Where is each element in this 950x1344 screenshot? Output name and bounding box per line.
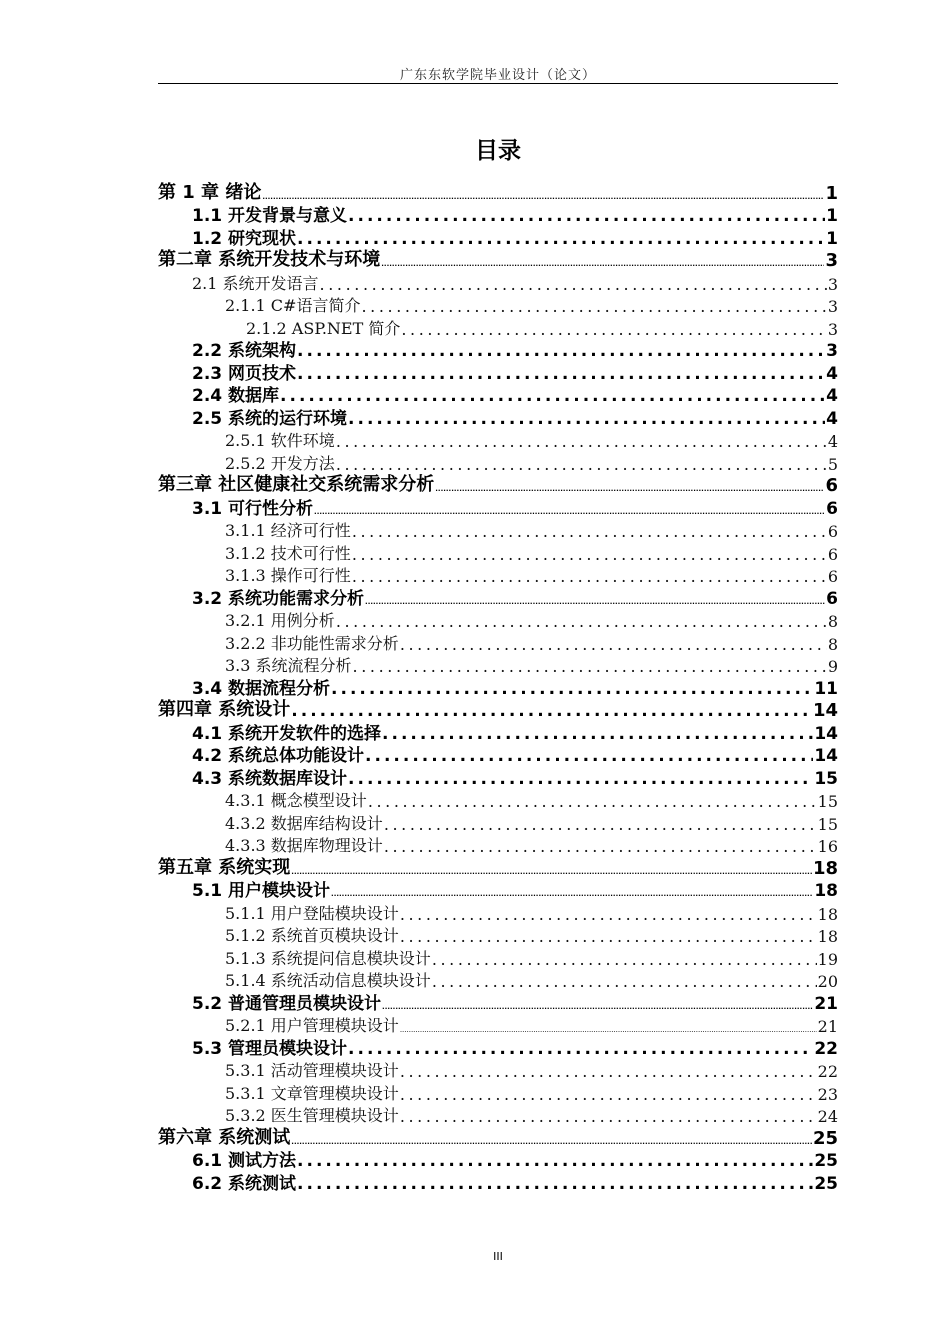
toc-dot-leader	[384, 837, 817, 856]
toc-dot-leader	[435, 475, 824, 496]
toc-entry-page: 9	[827, 657, 838, 676]
toc-dot-leader	[314, 499, 825, 519]
toc-entry-page: 18	[817, 904, 838, 924]
toc-dot-leader	[400, 1085, 817, 1104]
toc-entry-label: 3.2 系统功能需求分析	[192, 588, 365, 609]
toc-dot-leader	[432, 950, 817, 969]
toc-entry-page: 15	[817, 792, 838, 811]
toc-entry-label: 5.3.2 医生管理模块设计	[225, 1106, 399, 1125]
toc-entry-label: 2.3 网页技术	[192, 363, 297, 384]
toc-entry[interactable]	[158, 1081, 838, 1104]
toc-entry-page: 22	[814, 1038, 838, 1059]
toc-entry-label: 3.3 系统流程分析	[225, 656, 352, 675]
toc-entry-label: 3.1.3 操作可行性	[225, 566, 351, 585]
toc-entry-page: 21	[814, 993, 838, 1014]
toc-entry[interactable]	[158, 406, 838, 429]
toc-dot-leader	[382, 724, 813, 744]
toc-entry-label: 2.1.2 ASP.NET 简介	[246, 318, 401, 338]
toc-entry-label: 第三章 社区健康社交系统需求分析	[158, 474, 435, 495]
toc-entry-label: 5.1.1 用户登陆模块设计	[225, 903, 399, 923]
toc-dot-leader	[336, 432, 827, 451]
toc-entry-label: 1.2 研究现状	[192, 228, 297, 249]
toc-title: 目录	[475, 138, 521, 164]
toc-entry[interactable]	[158, 766, 838, 789]
toc-entry-label: 5.1.3 系统提问信息模块设计	[225, 948, 431, 968]
toc-dot-leader	[382, 994, 813, 1014]
toc-entry-page: 25	[812, 1127, 838, 1149]
toc-dot-leader	[348, 409, 825, 429]
toc-entry-page: 19	[817, 949, 838, 969]
toc-entry-label: 6.1 测试方法	[192, 1151, 297, 1171]
toc-dot-leader	[348, 1039, 813, 1059]
toc-entry[interactable]	[158, 991, 838, 1014]
toc-entry-page: 3	[827, 319, 838, 339]
toc-entry-page: 23	[817, 1084, 838, 1104]
toc-entry-page: 4	[826, 386, 838, 406]
toc-dot-leader	[352, 545, 827, 564]
toc-dot-leader	[291, 1128, 812, 1149]
toc-dot-leader	[400, 927, 817, 946]
toc-entry-page: 22	[817, 1062, 838, 1081]
toc-entry-page: 5	[827, 454, 838, 474]
toc-entry-page: 8	[827, 634, 838, 654]
toc-entry-label: 4.1 系统开发软件的选择	[192, 723, 382, 744]
toc-entry-label: 4.2 系统总体功能设计	[192, 746, 365, 766]
toc-entry-page: 4	[826, 408, 838, 429]
toc-dot-leader	[381, 250, 824, 271]
toc-entry-label: 5.1.2 系统首页模块设计	[225, 926, 399, 945]
toc-entry[interactable]	[158, 879, 838, 902]
toc-entry-page: 18	[817, 927, 838, 946]
toc-entry[interactable]	[158, 519, 838, 542]
toc-entry-label: 2.2 系统架构	[192, 341, 297, 361]
toc-entry-label: 3.1.1 经济可行性	[225, 521, 351, 540]
toc-dot-leader	[297, 341, 825, 361]
toc-entry-page: 6	[827, 522, 838, 541]
toc-entry-page: 6	[826, 588, 838, 609]
toc-entry-page: 4	[826, 363, 838, 384]
toc-dot-leader	[384, 815, 817, 834]
toc-entry-page: 21	[817, 1017, 838, 1036]
toc-entry-page: 11	[814, 678, 838, 699]
toc-entry-label: 第六章 系统测试	[158, 1126, 291, 1148]
toc-entry-label: 1.1 开发背景与意义	[192, 206, 348, 226]
toc-dot-leader	[336, 612, 827, 631]
toc-entry-page: 6	[827, 567, 838, 586]
toc-entry[interactable]	[158, 901, 838, 924]
running-header: 广东东软学院毕业设计（论文）	[399, 68, 596, 83]
toc-entry[interactable]	[158, 609, 838, 632]
toc-entry-label: 3.1.2 技术可行性	[225, 543, 351, 563]
toc-entry-label: 3.1 可行性分析	[192, 498, 314, 519]
toc-entry-page: 3	[827, 297, 838, 316]
toc-entry[interactable]	[158, 924, 838, 947]
toc-entry-label: 2.1 系统开发语言	[192, 273, 319, 293]
toc-entry-label: 第四章 系统设计	[158, 699, 291, 720]
toc-entry[interactable]	[158, 294, 838, 317]
toc-entry-page: 3	[825, 250, 838, 271]
toc-entry-label: 3.4 数据流程分析	[192, 678, 331, 699]
toc-dot-leader	[331, 881, 813, 901]
toc-entry-page: 6	[827, 544, 838, 564]
toc-entry-page: 16	[817, 837, 838, 856]
toc-entry-label: 5.1.4 系统活动信息模块设计	[225, 971, 431, 990]
toc-dot-leader	[348, 769, 813, 789]
toc-entry-label: 第 1 章 绪论	[158, 181, 262, 203]
toc-entry-label: 6.2 系统测试	[192, 1173, 297, 1194]
toc-entry-page: 3	[826, 341, 838, 361]
toc-entry-label: 第五章 系统实现	[158, 856, 291, 878]
toc-dot-leader	[368, 792, 817, 811]
toc-entry-page: 18	[812, 857, 838, 879]
toc-entry[interactable]	[158, 789, 838, 812]
toc-entry-label: 3.2.2 非功能性需求分析	[225, 633, 399, 653]
toc-entry-page: 18	[814, 881, 838, 901]
toc-entry-label: 5.2.1 用户管理模块设计	[225, 1016, 399, 1035]
toc-entry-page: 1	[825, 182, 838, 204]
toc-entry-page: 25	[814, 1151, 838, 1171]
toc-entry-page: 15	[814, 768, 838, 789]
toc-dot-leader	[297, 1151, 813, 1171]
toc-dot-leader	[280, 386, 825, 406]
toc-entry-label: 2.4 数据库	[192, 386, 280, 406]
toc-dot-leader	[331, 679, 813, 699]
toc-entry-page: 3	[827, 274, 838, 294]
toc-entry-label: 2.5 系统的运行环境	[192, 408, 348, 429]
toc-dot-leader	[400, 1107, 817, 1126]
toc-entry-page: 14	[812, 700, 838, 721]
toc-dot-leader	[297, 364, 825, 384]
toc-entry-page: 25	[814, 1173, 838, 1194]
toc-entry-page: 6	[826, 498, 838, 519]
toc-entry-page: 15	[817, 814, 838, 834]
toc-entry[interactable]	[158, 541, 838, 564]
toc-entry[interactable]	[158, 946, 838, 969]
toc-dot-leader	[400, 905, 817, 924]
toc-entry-label: 5.3 管理员模块设计	[192, 1038, 348, 1059]
toc-dot-leader	[352, 567, 827, 586]
toc-entry-page: 20	[817, 972, 838, 991]
toc-dot-leader	[400, 635, 827, 654]
toc-entry-label: 2.5.1 软件环境	[225, 431, 335, 450]
toc-entry-label: 3.2.1 用例分析	[225, 611, 335, 630]
toc-entry-page: 1	[826, 206, 838, 226]
toc-dot-leader	[353, 657, 827, 676]
toc-dot-leader	[352, 522, 827, 541]
header-rule	[158, 83, 838, 84]
toc-dot-leader	[365, 589, 825, 609]
toc-entry-label: 5.1 用户模块设计	[192, 881, 331, 901]
toc-entry-page: 24	[817, 1107, 838, 1126]
toc-entry[interactable]	[158, 1036, 838, 1059]
toc-entry[interactable]	[158, 586, 838, 609]
toc-dot-leader	[320, 275, 827, 294]
toc-entry-label: 4.3.1 概念模型设计	[225, 791, 367, 810]
toc-entry-label: 5.3.1 活动管理模块设计	[225, 1061, 399, 1080]
toc-entry-label: 第二章 系统开发技术与环境	[158, 249, 381, 270]
toc-entry-label: 4.3.3 数据库物理设计	[225, 836, 383, 855]
toc-dot-leader	[432, 972, 817, 991]
toc-dot-leader	[400, 1017, 817, 1036]
toc-entry-page: 1	[826, 228, 838, 249]
toc-entry[interactable]	[158, 1059, 838, 1082]
toc-dot-leader	[401, 320, 826, 339]
toc-entry[interactable]	[158, 271, 838, 294]
toc-dot-leader	[400, 1062, 817, 1081]
toc-entry-page: 6	[825, 475, 838, 496]
toc-dot-leader	[348, 206, 825, 226]
toc-dot-leader	[291, 858, 812, 879]
toc-entry-page: 14	[814, 746, 838, 766]
toc-entry[interactable]	[158, 249, 838, 272]
toc-entry-label: 2.1.1 C#语言简介	[225, 296, 361, 315]
page-number: III	[493, 1250, 503, 1263]
toc-dot-leader	[361, 297, 826, 316]
toc-entry[interactable]	[158, 1171, 838, 1194]
toc-dot-leader	[365, 746, 813, 766]
toc-dot-leader	[297, 1174, 813, 1194]
toc-entry-page: 8	[827, 612, 838, 631]
table-of-contents	[158, 181, 838, 1194]
toc-entry[interactable]	[158, 496, 838, 519]
toc-entry[interactable]	[158, 811, 838, 834]
toc-entry-label: 4.3.2 数据库结构设计	[225, 813, 383, 833]
toc-entry-label: 2.5.2 开发方法	[225, 453, 335, 473]
toc-entry[interactable]	[158, 429, 838, 452]
toc-entry-label: 5.2 普通管理员模块设计	[192, 993, 382, 1014]
toc-entry-page: 14	[814, 723, 838, 744]
toc-entry[interactable]	[158, 631, 838, 654]
toc-entry-label: 4.3 系统数据库设计	[192, 768, 348, 789]
toc-entry-label: 5.3.1 文章管理模块设计	[225, 1083, 399, 1103]
toc-entry-page: 4	[827, 432, 838, 451]
